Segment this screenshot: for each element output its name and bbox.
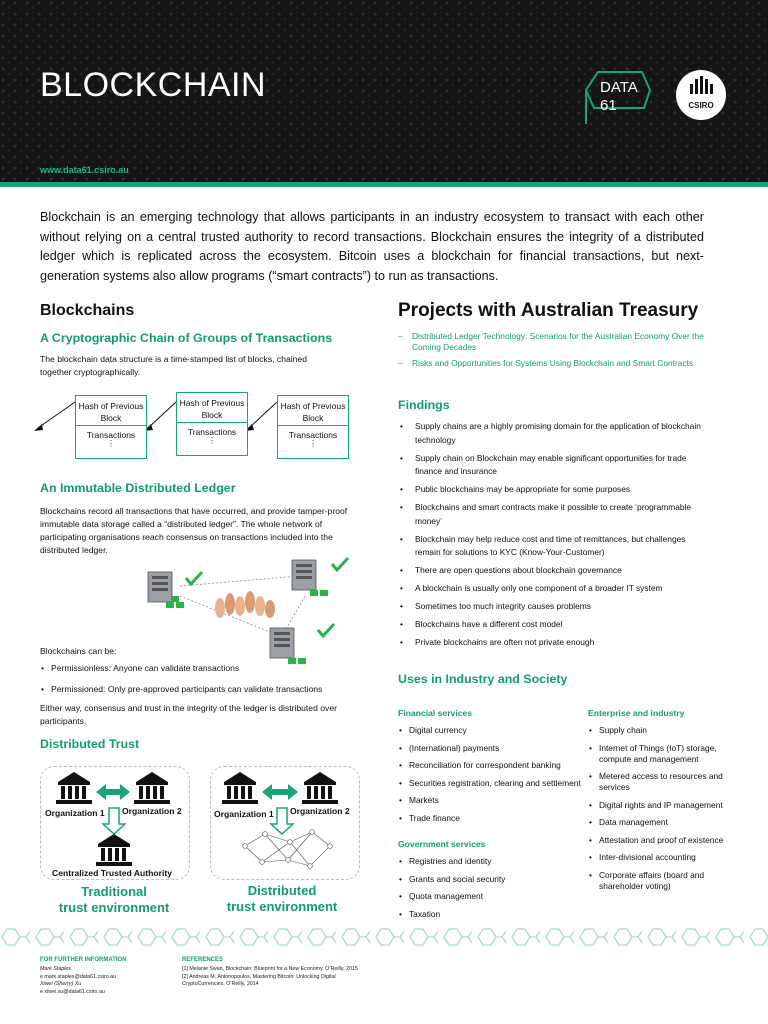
ledger-text: Blockchains record all transactions that have occurred, and provide tamper-proof immutable data storage called a “distributed ledger”. The whole network of participating organisations reach consensus on transactions included into the distributed ledger. (40, 506, 348, 555)
list-item: • Corporate affairs (board and shareholder voting) (588, 870, 740, 892)
two-way-arrow-icon (262, 784, 298, 800)
block-1 (75, 395, 147, 459)
page-title: BLOCKCHAIN (40, 66, 267, 104)
bank-icon (96, 834, 132, 866)
reference-item: [1] Melanie Swan, Blockchain: Blueprint for a New Economy, O’Reilly, 2015 (182, 966, 358, 972)
financial-heading: Financial services (398, 708, 473, 718)
bank-icon (302, 772, 338, 804)
ledger-heading: An Immutable Distributed Ledger (40, 481, 236, 495)
either-way-text: Either way, consensus and trust in the integrity of the ledger is distributed over participants. (40, 703, 337, 726)
references-list (182, 966, 372, 989)
caption-line: trust environment (226, 899, 338, 914)
bank-icon (134, 772, 170, 804)
list-item: • Registries and identity (398, 856, 578, 867)
government-list (398, 856, 578, 926)
block-3 (277, 395, 349, 459)
csiro-logo-text: CSIRO (688, 101, 714, 110)
findings-heading: Findings (398, 398, 450, 412)
enterprise-heading: Enterprise and industry (588, 708, 685, 718)
trust-diagram (40, 766, 360, 882)
further-info-heading: FOR FURTHER INFORMATION (40, 957, 127, 963)
distributed-ledger-illustration (140, 556, 360, 668)
block-hash-label: Hash of Previous Block (278, 396, 348, 426)
checkmark-icon (332, 558, 348, 570)
block-dots: ⋮ (107, 439, 115, 448)
csiro-bars-icon (676, 70, 726, 100)
list-item: • Permissioned: Only pre-approved participants can validate transactions (40, 683, 370, 696)
server-icon (292, 560, 328, 596)
list-item: • Sometimes too much integrity causes problems (398, 600, 708, 614)
reference-item: [2] Andreas M. Antonopoulos, Mastering Bitcoin: Unlocking Digital CryptoCurrencies, O’Reilly, 2014 (182, 973, 336, 988)
list-item: • Internet of Things (IoT) storage, compute and management (588, 743, 740, 765)
uses-heading: Uses in Industry and Society (398, 672, 568, 686)
csiro-logo (676, 70, 726, 120)
contact-email[interactable]: e xiwei.xu@data61.csiro.au (40, 988, 105, 995)
block-dots: ⋮ (309, 439, 317, 448)
header-accent-bar (0, 182, 768, 187)
list-item: • Public blockchains may be appropriate for some purposes (398, 483, 708, 497)
financial-list (398, 725, 588, 830)
block-transactions-label: Transactions (187, 427, 237, 437)
list-item: • Permissionless: Anyone can validate transactions (40, 662, 370, 675)
blockchains-can-be: Blockchains can be: (40, 646, 117, 656)
org2-label: Organization 2 (122, 806, 182, 816)
raised-hands-icon (215, 591, 275, 618)
projects-heading: Projects with Australian Treasury (398, 300, 699, 321)
traditional-caption (34, 884, 194, 916)
distributed-trust-heading: Distributed Trust (40, 737, 140, 751)
network-mesh-icon (243, 830, 333, 869)
bank-icon (222, 772, 258, 804)
findings-list (398, 420, 708, 654)
caption-line: Traditional (81, 884, 147, 899)
blockchain-types-list (40, 662, 370, 704)
data61-logo (584, 70, 652, 126)
contact-email[interactable]: e mark.staples@data61.csiro.au (40, 973, 117, 980)
server-icon (148, 572, 184, 608)
org1-label: Organization 1 (214, 809, 274, 819)
list-item: • Supply chains are a highly promising domain for the application of blockchain technology (398, 420, 708, 447)
block-hash-label: Hash of Previous Block (76, 396, 146, 426)
block-dots: ⋮ (208, 436, 216, 445)
distributed-caption (202, 883, 362, 915)
list-item: • Supply chain (588, 725, 740, 736)
list-item: • Grants and social security (398, 874, 578, 885)
footer-chain-pattern (0, 924, 768, 950)
data61-logo-word: DATA (600, 79, 638, 96)
contact-name: Mark Staples (40, 966, 71, 972)
list-item: • Taxation (398, 909, 578, 920)
project-link[interactable]: – Distributed Ledger Technology: Scenarios for the Australian Economy Over the Coming Decades (398, 331, 718, 353)
website-link[interactable]: www.data61.csiro.au (40, 165, 129, 175)
server-icon (270, 628, 306, 664)
block-2 (176, 392, 248, 456)
data61-logo-number: 61 (600, 97, 617, 114)
checkmark-icon (318, 624, 334, 636)
list-item: • (International) payments (398, 743, 588, 754)
project-link[interactable]: – Risks and Opportunities for Systems Using Blockchain and Smart Contracts (398, 358, 718, 369)
list-item: • Quota management (398, 891, 578, 902)
projects-list (398, 331, 718, 374)
caption-line: trust environment (58, 900, 170, 915)
references-heading: REFERENCES (182, 957, 224, 963)
list-item: • Metered access to resources and services (588, 771, 740, 793)
org2-label: Organization 2 (290, 806, 350, 816)
enterprise-list (588, 725, 740, 898)
list-item: • Reconciliation for correspondent banking (398, 760, 588, 771)
list-item: • Supply chain on Blockchain may enable significant opportunities for trade finance and insurance (398, 452, 708, 479)
block-transactions-label: Transactions (86, 430, 136, 440)
list-item: • Attestation and proof of existence (588, 835, 740, 846)
chain-heading: A Cryptographic Chain of Groups of Transactions (40, 331, 333, 345)
chain-text: The blockchain data structure is a time-stamped list of blocks, chained together cryptographically. (40, 354, 308, 377)
intro-paragraph: Blockchain is an emerging technology that allows participants in an industry ecosystem to transact with each other without relying on a central trusted authority to record transactions. Blockchain ensures the integrity of a distributed ledger which is replicated across the ecosystem. Bitcoin uses a blockchain for financial transactions, but next-generation systems also allow programs (“smart contracts”) to run as transactions. (40, 210, 704, 283)
contact-name: Xiwei (Sherry) Xu (40, 981, 82, 988)
caption-line: Distributed (247, 883, 317, 898)
list-item: • Inter-divisional accounting (588, 852, 740, 863)
header-banner (0, 0, 768, 182)
central-authority-label: Centralized Trusted Authority (52, 868, 173, 878)
two-way-arrow-icon (96, 784, 130, 800)
list-item: • Securities registration, clearing and settlement (398, 778, 588, 789)
government-heading: Government services (398, 839, 486, 849)
bank-icon (56, 772, 92, 804)
list-item: • Digital currency (398, 725, 588, 736)
block-hash-label: Hash of Previous Block (177, 393, 247, 423)
list-item: • Digital rights and IP management (588, 800, 740, 811)
list-item: • Data management (588, 817, 740, 828)
block-transactions-label: Transactions (288, 430, 338, 440)
checkmark-icon (186, 572, 202, 584)
contact-info (40, 966, 190, 996)
blockchains-heading: Blockchains (40, 302, 135, 319)
list-item: • Markets (398, 795, 588, 806)
list-item: • Blockchain may help reduce cost and time of remittances, but challenges remain for solutions to KYC (Know-Your-Customer) (398, 533, 708, 560)
list-item: • Blockchains have a different cost model (398, 618, 708, 632)
org1-label: Organization 1 (45, 808, 105, 818)
list-item: • There are open questions about blockchain governance (398, 564, 708, 578)
list-item: • Trade finance (398, 813, 588, 824)
list-item: • Blockchains and smart contracts make it possible to create ‘programmable money’ (398, 501, 708, 528)
list-item: • A blockchain is usually only one component of a broader IT system (398, 582, 708, 596)
list-item: • Private blockchains are often not private enough (398, 636, 708, 650)
